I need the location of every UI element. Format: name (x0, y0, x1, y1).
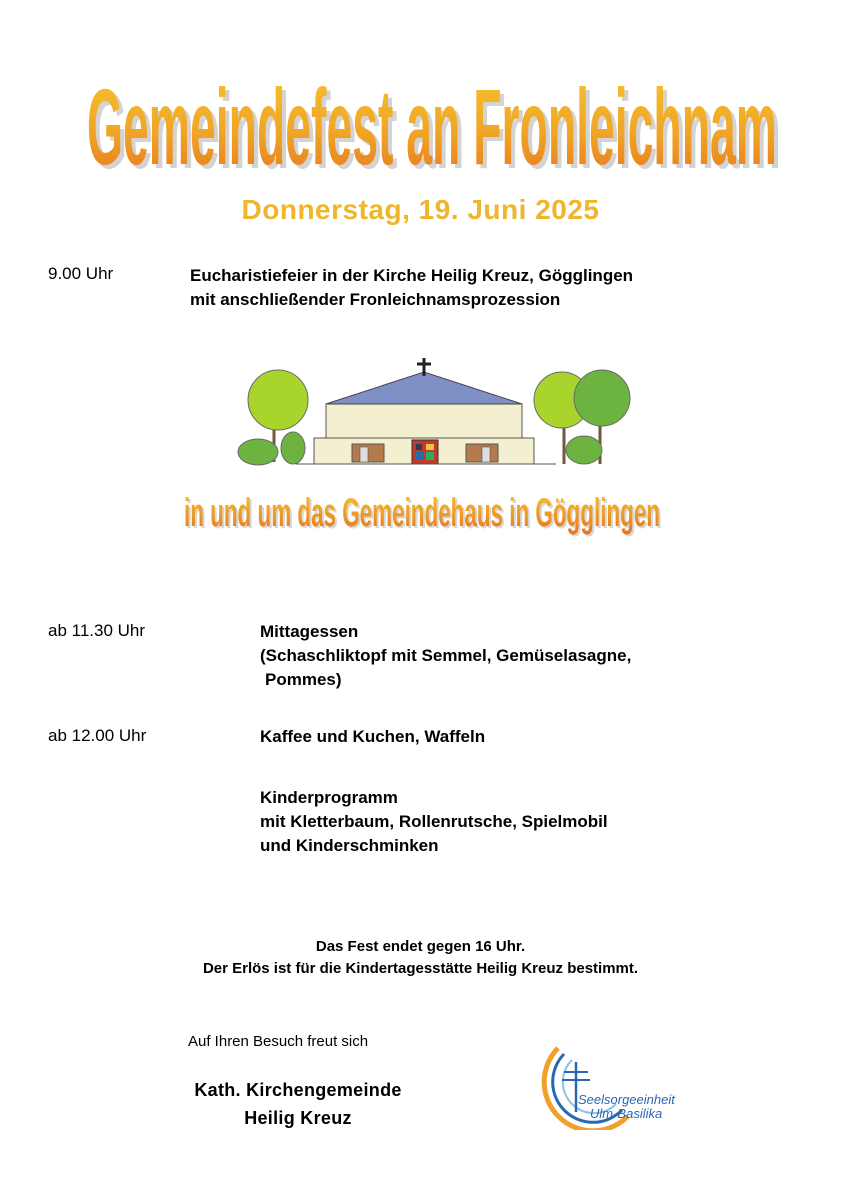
event-line: Kaffee und Kuchen, Waffeln (260, 727, 486, 746)
event-description (190, 264, 633, 312)
location-subtitle (180, 482, 680, 538)
event-line: Pommes) (265, 670, 342, 689)
svg-text:in und um das Gemeindehaus in: in und um das Gemeindehaus in Gögglingen (186, 493, 662, 537)
event-time: ab 11.30 Uhr (48, 621, 146, 640)
svg-text:Gemeindefest an Fronleichnam: Gemeindefest an Fronleichnam (91, 70, 781, 178)
event-description (260, 725, 485, 749)
proceeds-note: Der Erlös ist für die Kindertagesstätte Heilig Kreuz bestimmt. (202, 960, 639, 977)
event-time: ab 12.00 Uhr (48, 726, 147, 745)
church-illustration (236, 352, 636, 472)
svg-text:Ulm-Basilika: Ulm-Basilika (590, 1106, 663, 1121)
svg-text:Gemeindefest an Fronleichnam: Gemeindefest an Fronleichnam (87, 66, 777, 178)
end-note: Das Fest endet gegen 16 Uhr. (315, 938, 526, 955)
event-line: und Kinderschminken (260, 836, 439, 855)
event-time: 9.00 Uhr (48, 264, 114, 283)
event-line: mit Kletterbaum, Rollenrutsche, Spielmobil (260, 812, 608, 831)
event-line: Eucharistiefeier in der Kirche Heilig Kreuz, Gögglingen (190, 266, 634, 285)
parish-line: Kath. Kirchengemeinde (194, 1080, 402, 1100)
seelsorgeeinheit-logo (528, 1040, 708, 1130)
regards-text: Auf Ihren Besuch freut sich (188, 1033, 369, 1050)
event-description (260, 620, 631, 692)
event-line: Mittagessen (260, 622, 359, 641)
event-date: Donnerstag, 19. Juni 2025 (241, 194, 600, 225)
parish-name (168, 1076, 428, 1132)
poster-title (40, 48, 820, 178)
event-line: mit anschließender Fronleichnamsprozession (190, 290, 561, 309)
event-line: Kinderprogramm (260, 788, 398, 807)
svg-text:Seelsorgeeinheit: Seelsorgeeinheit (578, 1092, 675, 1107)
event-line: (Schaschliktopf mit Semmel, Gemüselasagne, (260, 646, 632, 665)
parish-line: Heilig Kreuz (244, 1108, 352, 1128)
event-description (260, 786, 608, 858)
svg-text:in und um das Gemeindehaus in: in und um das Gemeindehaus in Gögglingen (184, 491, 660, 535)
